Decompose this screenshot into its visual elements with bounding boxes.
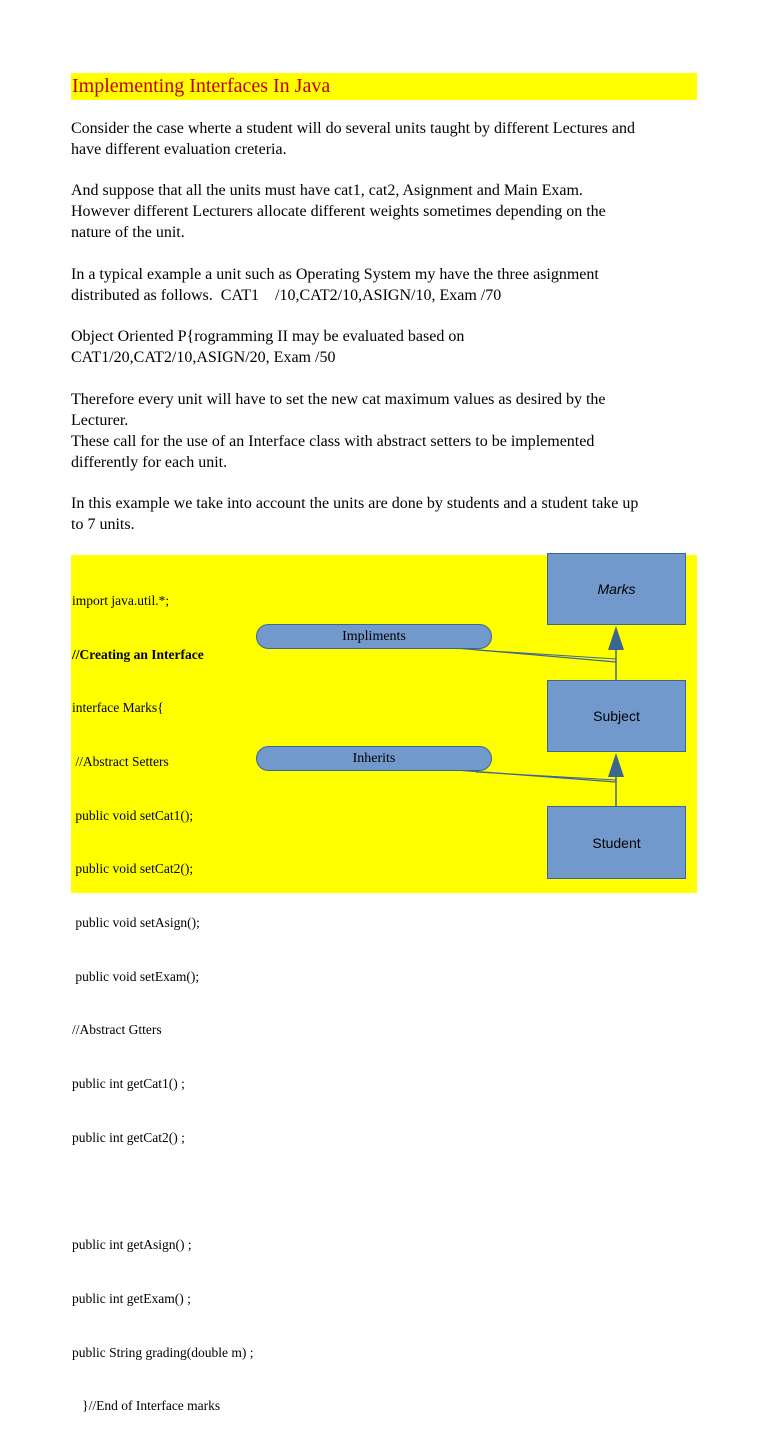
code-line-blank: [72, 1183, 253, 1201]
code-line: public int getCat2() ;: [72, 1129, 185, 1145]
code-line: }//End of Interface marks: [72, 1398, 221, 1414]
code-line: public String grading(double m) ;: [72, 1344, 254, 1360]
code-line: //Abstract Setters: [72, 753, 169, 769]
text-line: differently for each unit.: [71, 454, 228, 471]
student-class-box: [547, 806, 686, 879]
marks-box-label: Marks: [597, 581, 636, 597]
paragraph-students: [71, 493, 701, 535]
student-box-label: Student: [592, 834, 641, 851]
paragraph-intro: [71, 118, 701, 160]
subject-class-box: [547, 680, 686, 752]
paragraph-os-example: [71, 264, 701, 306]
code-line: public int getExam() ;: [72, 1290, 191, 1306]
code-line: public void setExam();: [72, 968, 200, 984]
text-line: Therefore every unit will have to set the new cat maximum values as desired by the: [71, 391, 606, 408]
code-listing: [72, 556, 253, 1451]
paragraph-units: [71, 180, 701, 243]
text-line: distributed as follows. CAT1 /10,CAT2/10,ASIGN/10, Exam /70: [71, 287, 502, 304]
text-line: In this example we take into account the units are done by students and a student take up: [71, 495, 639, 512]
text-line: However different Lecturers allocate different weights sometimes depending on the: [71, 203, 606, 220]
code-line: //Abstract Gtters: [72, 1022, 162, 1038]
implements-label: Impliments: [342, 628, 406, 644]
code-line: public void setCat1();: [72, 807, 194, 823]
text-line: have different evaluation creteria.: [71, 141, 287, 158]
title-highlight: [71, 73, 697, 100]
code-line: public int getAsign() ;: [72, 1237, 192, 1253]
paragraph-interface-reason: [71, 389, 701, 473]
text-line: Object Oriented P{rogramming II may be evaluated based on: [71, 328, 465, 345]
marks-interface-box: [547, 553, 686, 625]
code-line: public void setAsign();: [72, 915, 200, 931]
code-line: //Creating an Interface: [72, 646, 204, 662]
code-line: public void setCat2();: [72, 861, 194, 877]
code-line: interface Marks{: [72, 700, 164, 716]
paragraph-oop-example: [71, 326, 701, 368]
text-line: Lecturer.: [71, 412, 129, 429]
inherits-label: Inherits: [352, 750, 396, 766]
text-line: And suppose that all the units must have cat1, cat2, Asignment and Main Exam.: [71, 182, 583, 199]
subject-box-label: Subject: [593, 708, 640, 724]
implements-label-pill: [256, 624, 492, 649]
text-line: These call for the use of an Interface class with abstract setters to be implemented: [71, 433, 595, 450]
page-title: Implementing Interfaces In Java: [72, 75, 331, 97]
text-line: In a typical example a unit such as Operating System my have the three asignment: [71, 266, 599, 283]
text-line: to 7 units.: [71, 516, 135, 533]
text-line: Consider the case wherte a student will do several units taught by different Lectures and: [71, 120, 635, 137]
inherits-label-pill: [256, 746, 492, 771]
code-line: import java.util.*;: [72, 592, 170, 608]
text-line: nature of the unit.: [71, 224, 185, 241]
text-line: CAT1/20,CAT2/10,ASIGN/20, Exam /50: [71, 349, 336, 366]
code-line: public int getCat1() ;: [72, 1076, 185, 1092]
